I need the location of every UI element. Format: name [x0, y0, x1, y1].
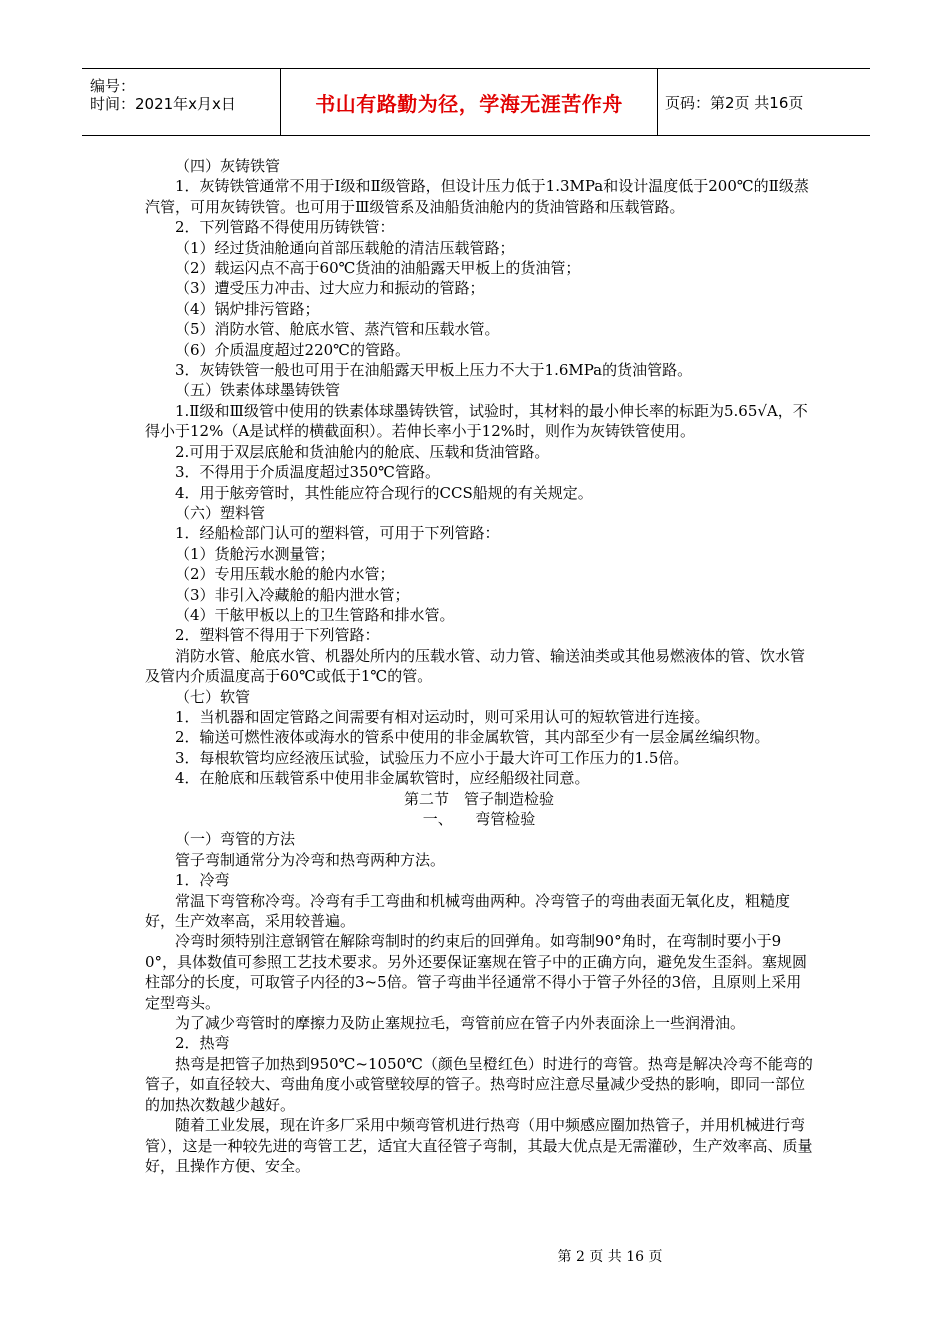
body-paragraph: 4．在舱底和压载管系中使用非金属软管时，应经船级社同意。	[175, 769, 590, 788]
body-paragraph: 1.Ⅱ级和Ⅲ级管中使用的铁素体球墨铸铁管，试验时，其材料的最小伸长率的标距为5.65√A，不得小于12%（A是试样的横截面积）。若伸长率小于12%时，则作为灰铸铁管使用。	[145, 401, 808, 441]
body-paragraph: （3）非引入冷藏舱的船内泄水管；	[175, 585, 410, 604]
body-paragraph: 3．灰铸铁管一般也可用于在油船露天甲板上压力不大于1.6MPa的货油管路。	[175, 361, 693, 380]
body-paragraph: 常温下弯管称冷弯。冷弯有手工弯曲和机械弯曲两种。冷弯管子的弯曲表面无氧化皮，粗糙度好，生产效率高，采用较普遍。	[145, 891, 791, 931]
body-paragraph: 4．用于舷旁管时，其性能应符合现行的CCS船规的有关规定。	[175, 483, 593, 502]
body-paragraph: 3．每根软管均应经液压试验，试验压力不应小于最大许可工作压力的1.5倍。	[175, 748, 689, 767]
body-paragraph: 管子弯制通常分为冷弯和热弯两种方法。	[175, 850, 446, 869]
body-paragraph: （3）遭受压力冲击、过大应力和振动的管路；	[175, 279, 485, 298]
body-paragraph: （6）介质温度超过220℃的管路。	[175, 340, 410, 359]
body-paragraph: （2）载运闪点不高于60℃货油的油船露天甲板上的货油管；	[175, 259, 581, 278]
body-paragraph: （一）弯管的方法	[175, 830, 296, 849]
body-paragraph: 2.可用于双层底舱和货油舱内的舱底、压载和货油管路。	[175, 442, 550, 461]
body-paragraph: 1．当机器和固定管路之间需要有相对运动时，则可采用认可的短软管进行连接。	[175, 707, 710, 726]
header-motto-cell	[280, 69, 658, 135]
body-paragraph: （1）货舱污水测量管；	[175, 544, 335, 563]
header-motto: 书山有路勤为径，学海无涯苦作舟	[315, 91, 623, 116]
body-paragraph: 2．下列管路不得使用历铸铁管：	[175, 218, 395, 237]
body-paragraph: 2．热弯	[175, 1034, 230, 1053]
body-paragraph: 2．塑料管不得用于下列管路：	[175, 626, 380, 645]
body-paragraph: 热弯是把管子加热到950℃~1050℃（颜色呈橙红色）时进行的弯管。热弯是解决冷弯不能弯的管子，如直径较大、弯曲角度小或管壁较厚的管子。热弯时应注意尽量减少受热的影响，即同一部位的加热次数越少越好。	[145, 1054, 813, 1114]
body-paragraph: 3．不得用于介质温度超过350℃管路。	[175, 463, 440, 482]
body-paragraph: 随着工业发展，现在许多厂采用中频弯管机进行热弯（用中频感应圈加热管子，并用机械进行弯管），这是一种较先进的弯管工艺，适宜大直径管子弯制，其最大优点是无需灌砂，生产效率高、质量好，且操作方便、安全。	[145, 1116, 813, 1175]
body-paragraph: 消防水管、舱底水管、机器处所内的压载水管、动力管、输送油类或其他易燃液体的管、饮水管及管内介质温度高于60℃或低于1℃的管。	[145, 646, 806, 686]
body-paragraph: （4）锅炉排污管路；	[175, 299, 320, 318]
footer-page-number: 第 2 页 共 16 页	[557, 1249, 663, 1265]
body-paragraph: （五）铁素体球墨铸铁管	[175, 381, 341, 400]
body-paragraph: 为了减少弯管时的摩擦力及防止塞规拉毛，弯管前应在管子内外表面涂上一些润滑油。	[175, 1014, 746, 1033]
header-meta	[82, 69, 280, 135]
body-paragraph: （六）塑料管	[175, 503, 266, 522]
header-page-cell	[657, 69, 870, 135]
body-paragraph: （1）经过货油舱通向首部压载舱的清洁压载管路；	[175, 238, 515, 257]
section-heading: 一、 弯管检验	[422, 810, 536, 828]
section-heading: 第二节 管子制造检验	[403, 789, 554, 808]
body-paragraph: 1．经船检部门认可的塑料管，可用于下列管路：	[175, 524, 500, 543]
document-header	[82, 68, 870, 136]
page-footer	[0, 1246, 950, 1266]
body-paragraph: （5）消防水管、舱底水管、蒸汽管和压载水管。	[175, 320, 500, 339]
time-label: 时间：2021年x月x日	[90, 95, 236, 113]
body-paragraph: 冷弯时须特别注意钢管在解除弯制时的约束后的回弹角。如弯制90°角时，在弯制时要小于90°，具体数值可参照工艺技术要求。另外还要保证塞规在管子中的正确方向，避免发生歪斜。塞规圆柱部分的长度，可取管子内径的3~5倍。管子弯曲半径通常不得小于管子外径的3倍，且原则上采用定型弯头。	[145, 932, 808, 1012]
body-paragraph: （四）灰铸铁管	[175, 157, 281, 175]
header-page-info: 页码：第2页 共16页	[665, 93, 804, 112]
body-paragraph: 2．输送可燃性液体或海水的管系中使用的非金属软管，其内部至少有一层金属丝编织物。	[175, 728, 770, 747]
number-label: 编号：	[90, 77, 136, 95]
body-paragraph: 1．灰铸铁管通常不用于Ⅰ级和Ⅱ级管路，但设计压力低于1.3MPa和设计温度低于200℃的Ⅱ级蒸汽管，可用灰铸铁管。也可用于Ⅲ级管系及油船货油舱内的货油管路和压载管路。	[145, 177, 809, 216]
body-paragraph: （4）干舷甲板以上的卫生管路和排水管。	[175, 605, 455, 624]
body-paragraph: （2）专用压载水舱的舱内水管；	[175, 565, 395, 584]
document-body	[145, 156, 813, 1176]
body-paragraph: （七）软管	[175, 687, 251, 706]
body-paragraph: 1．冷弯	[175, 871, 230, 890]
